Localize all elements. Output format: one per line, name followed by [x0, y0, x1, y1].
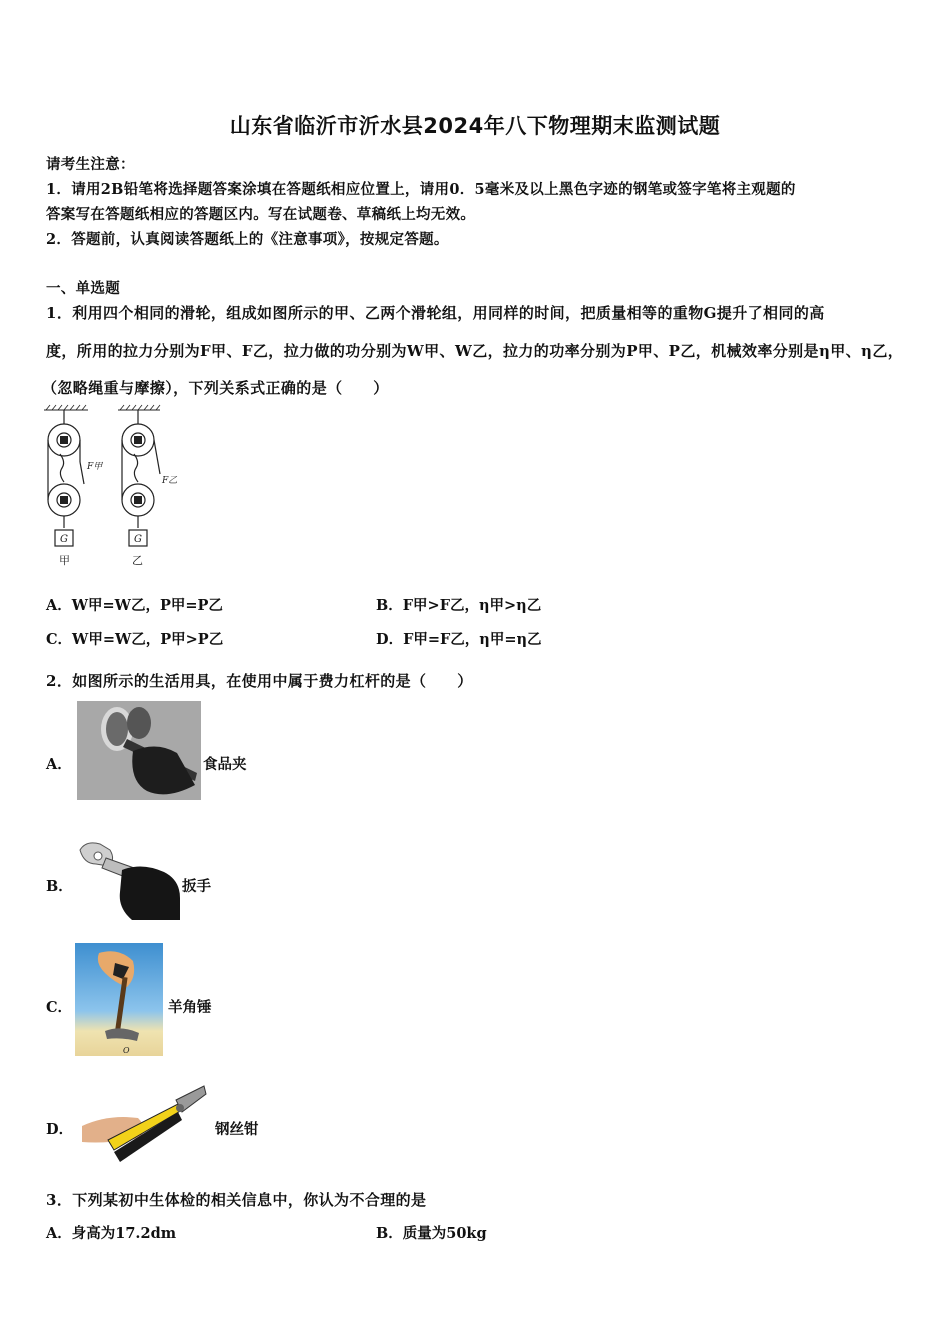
notice-item-1-line-1: 1．请用2B铅笔将选择题答案涂填在答题纸相应位置上，请用0．5毫米及以上黑色字迹的钢笔或签字笔将主观题的 [46, 181, 796, 198]
weight-label-left: G [60, 534, 68, 545]
claw-hammer-image [75, 943, 163, 1056]
weight-label-right: G [134, 534, 142, 545]
q1-line-3: （忽略绳重与摩擦），下列关系式正确的是（ ） [42, 379, 389, 397]
q3-stem: 3．下列某初中生体检的相关信息中，你认为不合理的是 [46, 1191, 427, 1209]
q2-option-c-letter[interactable]: C． [46, 999, 73, 1016]
q2-option-a-label[interactable]: 食品夹 [203, 756, 247, 773]
q1-option-a[interactable]: A．W甲=W乙，P甲=P乙 [46, 597, 223, 614]
svg-text:O: O [123, 1046, 130, 1055]
notice-heading: 请考生注意： [46, 156, 135, 173]
q1-option-c[interactable]: C．W甲=W乙，P甲>P乙 [46, 631, 224, 648]
notice-item-1-line-2: 答案写在答题纸相应的答题区内。写在试题卷、草稿纸上均无效。 [46, 206, 476, 223]
q2-option-a-letter[interactable]: A． [46, 756, 72, 773]
q3-option-a[interactable]: A．身高为17.2dm [46, 1225, 177, 1242]
system-label-right: 乙 [132, 554, 143, 567]
page-title: 山东省临沂市沂水县2024年八下物理期末监测试题 [229, 114, 721, 138]
q2-option-b-label[interactable]: 扳手 [182, 878, 211, 895]
pliers-image [78, 1080, 208, 1164]
notice-item-2: 2．答题前，认真阅读答题纸上的《注意事项》，按规定答题。 [46, 231, 449, 248]
q1-option-d[interactable]: D．F甲=F乙，η甲=η乙 [376, 631, 542, 648]
q1-line-2: 度，所用的拉力分别为F甲、F乙，拉力做的功分别为W甲、W乙，拉力的功率分别为P甲、P乙，机械效率分别是η甲、η乙， [46, 342, 904, 360]
q2-option-d-letter[interactable]: D． [46, 1121, 74, 1138]
section-heading: 一、单选题 [46, 280, 120, 297]
wrench-image [72, 836, 182, 920]
system-label-left: 甲 [59, 554, 70, 567]
force-label-right: F乙 [162, 476, 178, 486]
q2-option-b-letter[interactable]: B． [46, 878, 73, 895]
force-label-left: F甲 [87, 462, 103, 472]
food-tongs-image [77, 701, 201, 800]
q1-option-b[interactable]: B．F甲>F乙，η甲>η乙 [376, 597, 542, 614]
q2-stem: 2．如图所示的生活用具，在使用中属于费力杠杆的是（ ） [46, 672, 473, 690]
q1-line-1: 1．利用四个相同的滑轮，组成如图所示的甲、乙两个滑轮组，用同样的时间，把质量相等的重物G提升了相同的高 [46, 304, 825, 322]
q3-option-b[interactable]: B．质量为50kg [376, 1225, 487, 1242]
q2-option-d-label[interactable]: 钢丝钳 [215, 1121, 259, 1138]
q2-option-c-label[interactable]: 羊角锤 [168, 999, 212, 1016]
pulley-diagram [40, 402, 190, 570]
